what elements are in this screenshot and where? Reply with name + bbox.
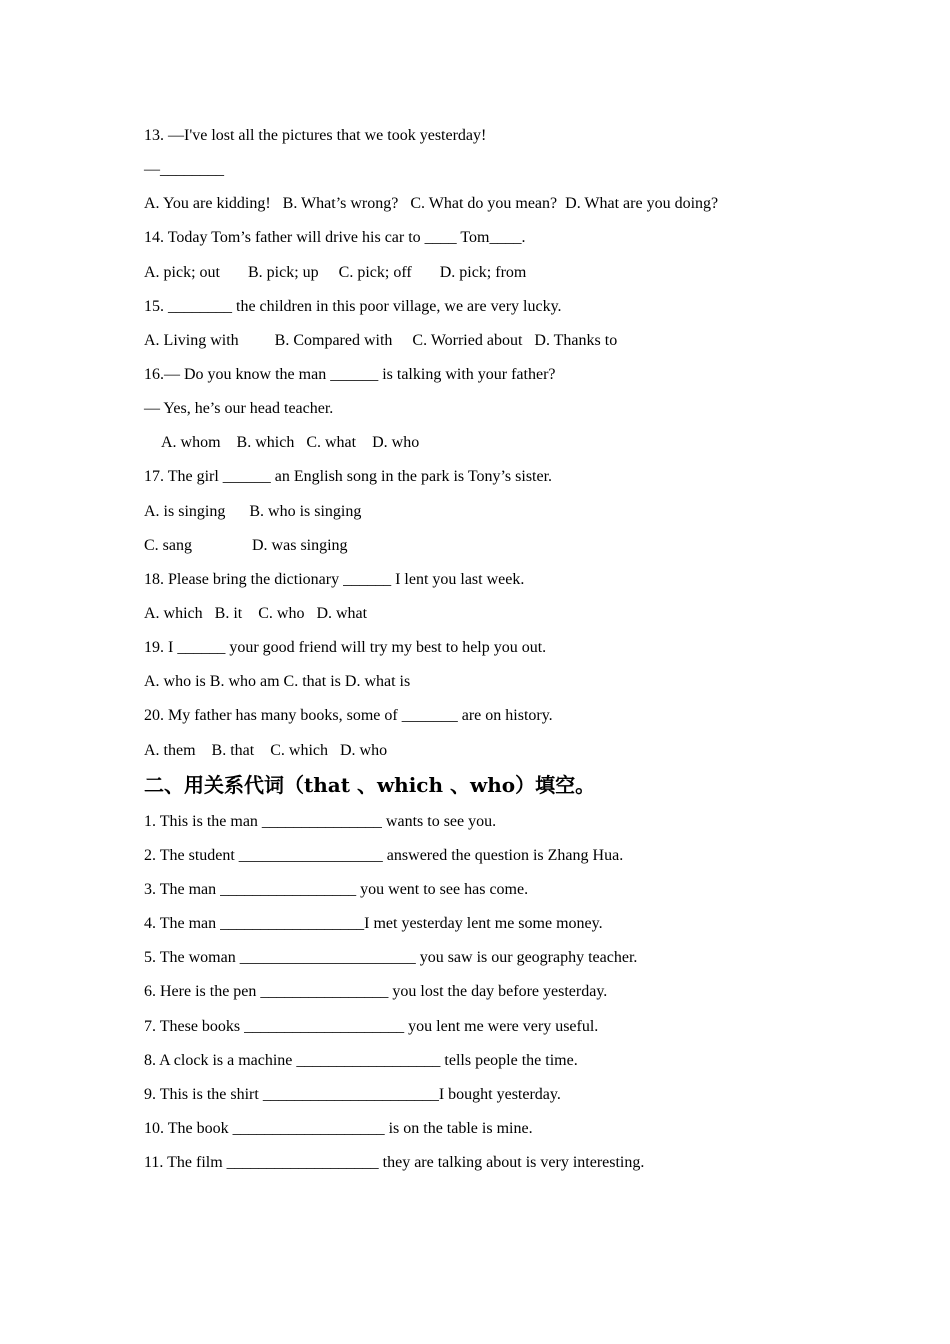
question-20-stem: 20. My father has many books, some of _______ are on history. xyxy=(144,707,553,725)
question-17-options-row-2: C. sang D. was singing xyxy=(144,536,348,554)
fill-item: 3. The man _________________ you went to see has come. xyxy=(144,880,529,898)
question-19-stem: 19. I ______ your good friend will try my best to help you out. xyxy=(144,639,547,657)
question-16-stem: 16.— Do you know the man ______ is talking with your father? xyxy=(144,365,556,383)
question-19-options: A. who is B. who am C. that is D. what is xyxy=(144,673,411,691)
question-14-options: A. pick; out B. pick; up C. pick; off D. pick; from xyxy=(144,263,527,281)
question-14-blank-2: ____ xyxy=(489,229,522,247)
fill-item: 1. This is the man _______________ wants to see you. xyxy=(144,812,497,830)
fill-item: 2. The student __________________ answered the question is Zhang Hua. xyxy=(144,846,624,864)
section-2-heading: 二、用关系代词（that 、which 、who）填空。 xyxy=(144,772,596,797)
fill-item: 8. A clock is a machine __________________ tells people the time. xyxy=(144,1051,578,1069)
fill-item: 10. The book ___________________ is on the table is mine. xyxy=(144,1119,533,1137)
question-13-reply: —________ xyxy=(144,161,224,179)
fill-item: 4. The man __________________I met yesterday lent me some money. xyxy=(144,915,603,933)
question-14-blank-1: ____ xyxy=(424,229,457,247)
fill-item: 11. The film ___________________ they are talking about is very interesting. xyxy=(144,1154,645,1172)
question-14-stem xyxy=(144,226,844,260)
fill-item: 5. The woman ______________________ you saw is our geography teacher. xyxy=(144,949,638,967)
question-14-stem-part-c: . xyxy=(521,229,526,247)
question-15-options: A. Living with B. Compared with C. Worried about D. Thanks to xyxy=(144,331,618,349)
question-17-options-row-1: A. is singing B. who is singing xyxy=(144,502,362,520)
fill-item: 9. This is the shirt ______________________I bought yesterday. xyxy=(144,1085,561,1103)
question-17-stem: 17. The girl ______ an English song in the park is Tony’s sister. xyxy=(144,468,553,486)
fill-item: 7. These books ____________________ you lent me were very useful. xyxy=(144,1017,599,1035)
question-15-stem: 15. ________ the children in this poor village, we are very lucky. xyxy=(144,297,562,315)
question-13-options: A. You are kidding! B. What’s wrong? C. What do you mean? D. What are you doing? xyxy=(144,195,719,213)
question-13-stem: 13. —I've lost all the pictures that we took yesterday! xyxy=(144,127,487,144)
question-20-options: A. them B. that C. which D. who xyxy=(144,741,388,759)
question-18-options: A. which B. it C. who D. what xyxy=(144,604,368,622)
question-16-reply: — Yes, he’s our head teacher. xyxy=(144,400,334,418)
fill-item: 6. Here is the pen ________________ you lost the day before yesterday. xyxy=(144,983,608,1001)
question-14-stem-part-a: 14. Today Tom’s father will drive his car to xyxy=(144,229,425,247)
question-18-stem: 18. Please bring the dictionary ______ I lent you last week. xyxy=(144,570,525,588)
question-16-options: A. whom B. which C. what D. who xyxy=(161,434,420,452)
worksheet-content xyxy=(144,124,844,1185)
question-14-stem-part-b: Tom xyxy=(456,229,490,247)
